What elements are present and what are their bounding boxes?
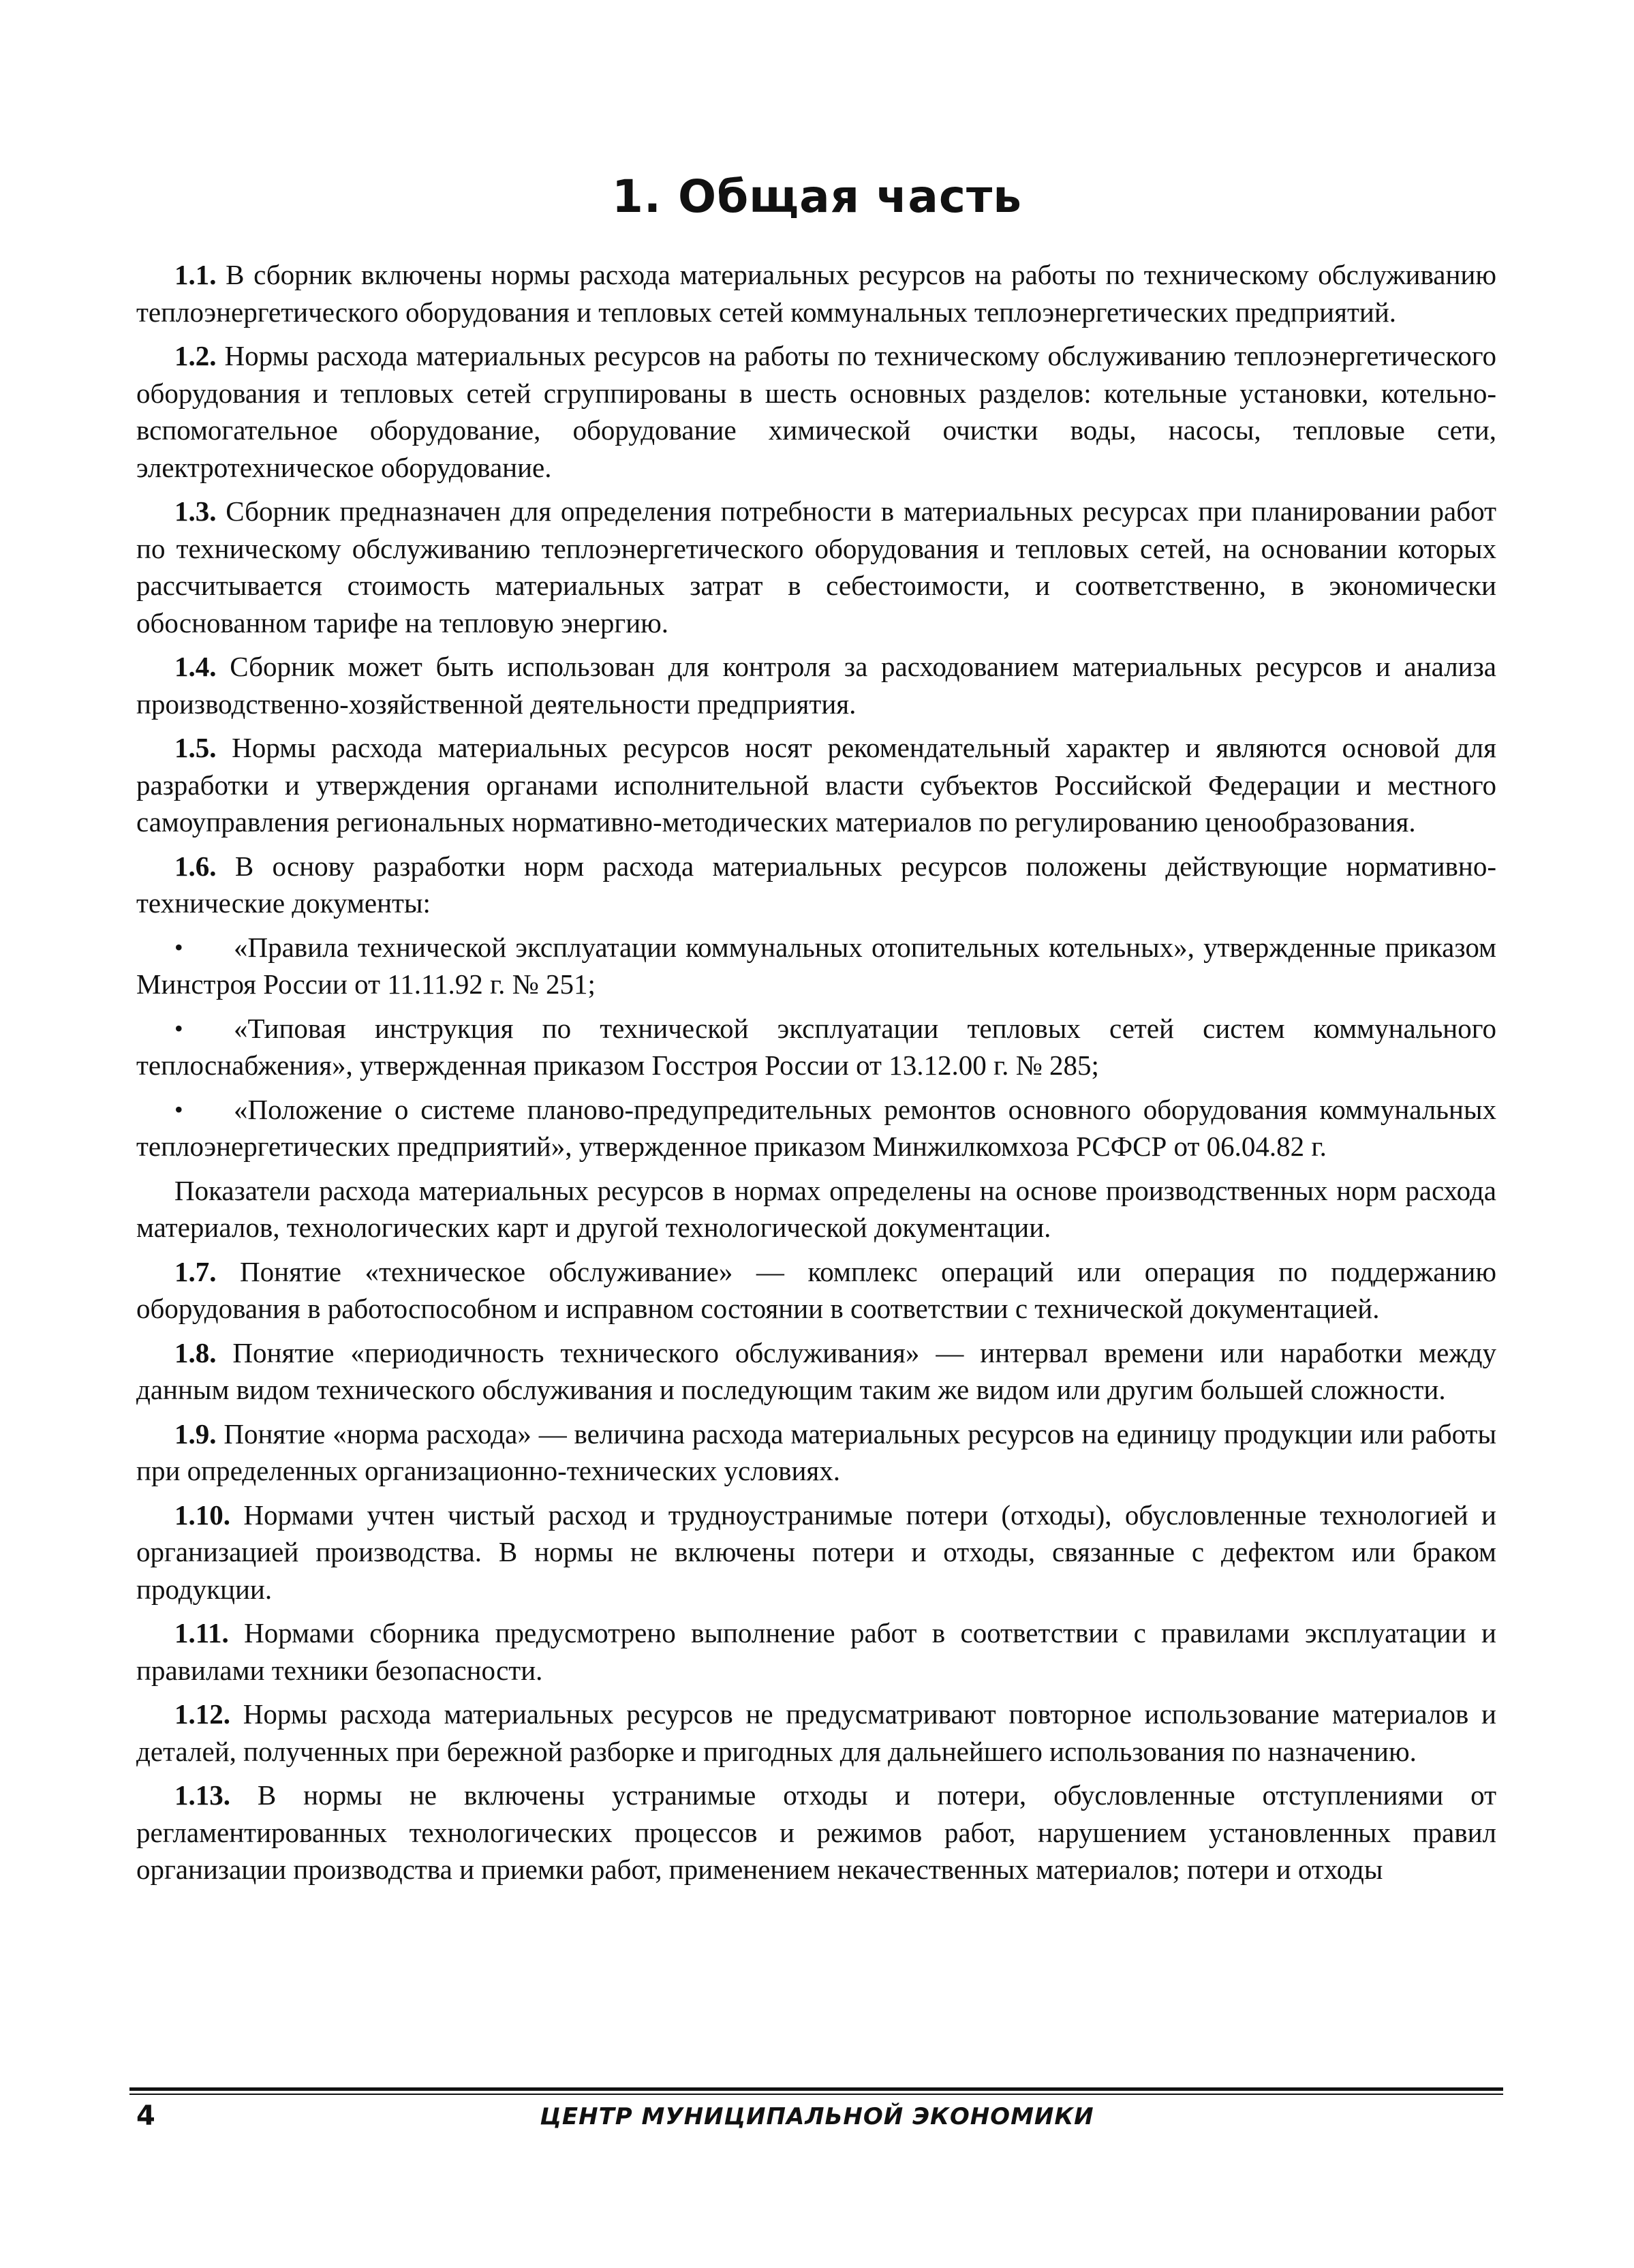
paragraph-text: Понятие «норма расхода» — величина расхода материальных ресурсов на единицу продукции или работы при определенных организационно-технических условиях. [136,1418,1496,1486]
paragraph-number: 1.6. [174,850,217,882]
bullet-item [136,1091,1496,1165]
footer-divider [129,2087,1503,2091]
bullet-text: «Правила технической эксплуатации коммунальных отопительных котельных», утвержденные приказом Минстроя России от 11.11.92 г. № 251; [136,931,1496,1000]
bullet-icon: • [174,933,183,961]
paragraph-1-13 [136,1777,1496,1888]
paragraph-text: Нормами учтен чистый расход и трудноустранимые потери (отходы), обусловленные технологией и организацией производства. В нормы не включены потери и отходы, связанные с дефектом или браком продукции. [136,1499,1496,1605]
paragraph-1-7 [136,1253,1496,1328]
bullet-icon: • [174,1095,183,1123]
paragraph-text: В нормы не включены устранимые отходы и потери, обусловленные отступлениями от регламентированных технологических процессов и режимов работ, нарушением установленных правил организации производства и приемки работ, применением некачественных материалов; потери и отходы [136,1779,1496,1885]
paragraph-number: 1.2. [174,340,217,371]
paragraph-number: 1.5. [174,732,217,763]
paragraph-text: Нормы расхода материальных ресурсов на работы по техническому обслуживанию теплоэнергетического оборудования и тепловых сетей сгруппированы в шесть основных разделов: котельные установки, котельно-вспомогательное оборудование, оборудование химической очистки воды, насосы, тепловые сети, электротехническое оборудование. [136,340,1496,483]
page-number: 4 [136,2100,155,2132]
paragraph-1-2 [136,337,1496,486]
paragraph-number: 1.10. [174,1499,230,1531]
paragraph-number: 1.13. [174,1779,230,1811]
paragraph-text: Сборник предназначен для определения потребности в материальных ресурсах при планировании работ по техническому обслуживанию теплоэнергетического оборудования и тепловых сетей, на основании которых рассчитывается стоимость материальных затрат в себестоимости, и соответственно, в экономически обоснованном тарифе на тепловую энергию. [136,495,1496,639]
paragraph-1-12 [136,1696,1496,1770]
paragraph-1-1 [136,256,1496,331]
paragraph-number: 1.9. [174,1418,217,1450]
paragraph-number: 1.3. [174,495,217,527]
section-title: 1. Общая часть [612,170,1022,223]
paragraph-1-3 [136,493,1496,641]
paragraph-1-9 [136,1415,1496,1490]
paragraph-text: Нормы расхода материальных ресурсов носят рекомендательный характер и являются основой для разработки и утверждения органами исполнительной власти субъектов Российской Федерации и местного самоуправления региональных нормативно-методических материалов по регулированию ценообразования. [136,732,1496,838]
paragraph-1-5 [136,729,1496,841]
paragraph-number: 1.4. [174,651,217,682]
footer-publisher: ЦЕНТР МУНИЦИПАЛЬНОЙ ЭКОНОМИКИ [540,2103,1094,2130]
paragraph-1-4 [136,648,1496,722]
paragraph-number: 1.12. [174,1698,230,1730]
paragraph-number: 1.8. [174,1336,217,1368]
paragraph-text: В сборник включены нормы расхода материальных ресурсов на работы по техническому обслуживанию теплоэнергетического оборудования и тепловых сетей коммунальных теплоэнергетических предприятий. [136,259,1496,328]
bullet-item [136,929,1496,1003]
paragraph-text: Понятие «периодичность технического обслуживания» — интервал времени или наработки между данным видом технического обслуживания и последующим таким же видом или другим большей сложности. [136,1336,1496,1405]
footer-divider-thin [129,2094,1503,2095]
paragraph-1-8 [136,1334,1496,1409]
paragraph-text: В основу разработки норм расхода материальных ресурсов положены действующие нормативно-технические документы: [136,850,1496,919]
paragraph-number: 1.7. [174,1255,217,1287]
bullet-text: «Типовая инструкция по технической эксплуатации тепловых сетей систем коммунального теплоснабжения», утвержденная приказом Госстроя России от 13.12.00 г. № 285; [136,1012,1496,1081]
bullet-icon: • [174,1014,183,1042]
plain-paragraph: Показатели расхода материальных ресурсов в нормах определены на основе производственных норм расхода материалов, технологических карт и другой технологической документации. [136,1174,1496,1243]
paragraph-1-10 [136,1497,1496,1608]
paragraph-number: 1.11. [174,1617,229,1649]
bullet-text: «Положение о системе планово-предупредительных ремонтов основного оборудования коммунальных теплоэнергетических предприятий», утвержденное приказом Минжилкомхоза РСФСР от 06.04.82 г. [136,1093,1496,1162]
paragraph-1-11 [136,1614,1496,1689]
paragraph-text: Понятие «техническое обслуживание» — комплекс операций или операция по поддержанию оборудования в работоспособном и исправном состоянии в соответствии с технической документацией. [136,1255,1496,1324]
document-body [136,256,1496,1895]
paragraph-1-6 [136,848,1496,922]
paragraph-text: Нормами сборника предусмотрено выполнение работ в соответствии с правилами эксплуатации и правилами техники безопасности. [136,1617,1496,1686]
bullet-item [136,1010,1496,1084]
paragraph-text: Нормы расхода материальных ресурсов не предусматривают повторное использование материалов и деталей, полученных при бережной разборке и пригодных для дальнейшего использования по назначению. [136,1698,1496,1767]
paragraph-number: 1.1. [174,259,217,290]
paragraph-text: Сборник может быть использован для контроля за расходованием материальных ресурсов и анализа производственно-хозяйственной деятельности предприятия. [136,651,1496,720]
